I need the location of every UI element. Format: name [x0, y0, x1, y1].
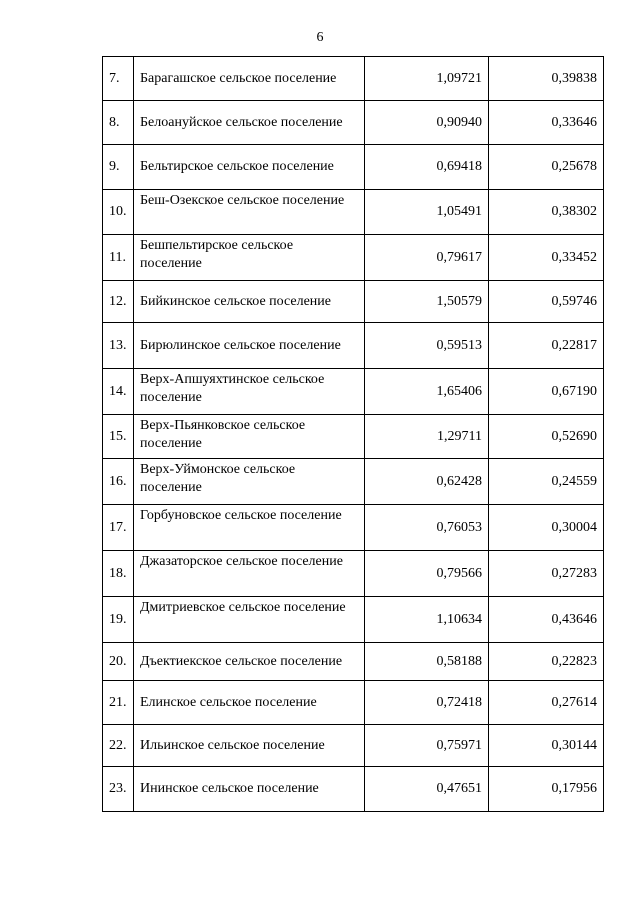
- row-number: 9.: [103, 145, 134, 190]
- value-2: 0,52690: [489, 415, 604, 459]
- value-1: 1,05491: [365, 190, 489, 235]
- value-2: 0,17956: [489, 767, 604, 812]
- row-number: 19.: [103, 597, 134, 643]
- value-1: 0,58188: [365, 643, 489, 681]
- settlement-name: Ильинское сельское поселение: [134, 725, 365, 767]
- settlement-name: Беш-Озекское сельское поселение: [134, 190, 365, 235]
- value-2: 0,67190: [489, 369, 604, 415]
- value-2: 0,22823: [489, 643, 604, 681]
- table-row: [103, 235, 604, 281]
- settlement-name: Бешпельтирское сельское поселение: [134, 235, 365, 281]
- settlement-name: Горбуновское сельское поселение: [134, 505, 365, 551]
- value-1: 1,09721: [365, 57, 489, 101]
- value-2: 0,33452: [489, 235, 604, 281]
- settlement-name: Джазаторское сельское поселение: [134, 551, 365, 597]
- value-1: 0,72418: [365, 681, 489, 725]
- row-number: 11.: [103, 235, 134, 281]
- settlement-name: Бирюлинское сельское поселение: [134, 323, 365, 369]
- table-row: [103, 643, 604, 681]
- settlement-name: Верх-Апшуяхтинское сельское поселение: [134, 369, 365, 415]
- table-row: [103, 551, 604, 597]
- value-1: 1,50579: [365, 281, 489, 323]
- value-1: 0,47651: [365, 767, 489, 812]
- table-row: [103, 369, 604, 415]
- row-number: 17.: [103, 505, 134, 551]
- row-number: 23.: [103, 767, 134, 812]
- table-row: [103, 725, 604, 767]
- value-2: 0,25678: [489, 145, 604, 190]
- row-number: 18.: [103, 551, 134, 597]
- settlement-name: Белоануйское сельское поселение: [134, 101, 365, 145]
- value-2: 0,30004: [489, 505, 604, 551]
- value-2: 0,24559: [489, 459, 604, 505]
- row-number: 10.: [103, 190, 134, 235]
- settlement-name: Верх-Пьянковское сельское поселение: [134, 415, 365, 459]
- row-number: 15.: [103, 415, 134, 459]
- value-1: 0,75971: [365, 725, 489, 767]
- row-number: 8.: [103, 101, 134, 145]
- row-number: 16.: [103, 459, 134, 505]
- value-1: 0,76053: [365, 505, 489, 551]
- table-row: [103, 681, 604, 725]
- table-row: [103, 597, 604, 643]
- value-1: 1,10634: [365, 597, 489, 643]
- row-number: 22.: [103, 725, 134, 767]
- row-number: 21.: [103, 681, 134, 725]
- table-row: [103, 57, 604, 101]
- value-1: 1,29711: [365, 415, 489, 459]
- value-2: 0,27283: [489, 551, 604, 597]
- settlement-name: Барагашское сельское поселение: [134, 57, 365, 101]
- row-number: 13.: [103, 323, 134, 369]
- table-row: [103, 323, 604, 369]
- value-1: 0,69418: [365, 145, 489, 190]
- row-number: 14.: [103, 369, 134, 415]
- settlements-table: [102, 56, 604, 812]
- table-body: [103, 57, 604, 812]
- table-row: [103, 415, 604, 459]
- row-number: 12.: [103, 281, 134, 323]
- value-2: 0,22817: [489, 323, 604, 369]
- settlement-name: Дмитриевское сельское поселение: [134, 597, 365, 643]
- table-row: [103, 505, 604, 551]
- table-row: [103, 101, 604, 145]
- value-2: 0,27614: [489, 681, 604, 725]
- value-1: 0,79617: [365, 235, 489, 281]
- value-2: 0,38302: [489, 190, 604, 235]
- settlement-name: Дъектиекское сельское поселение: [134, 643, 365, 681]
- settlement-name: Бельтирское сельское поселение: [134, 145, 365, 190]
- value-2: 0,43646: [489, 597, 604, 643]
- row-number: 7.: [103, 57, 134, 101]
- settlement-name: Елинское сельское поселение: [134, 681, 365, 725]
- value-1: 1,65406: [365, 369, 489, 415]
- table-row: [103, 145, 604, 190]
- page-number: 6: [316, 30, 324, 45]
- settlement-name: Верх-Уймонское сельское поселение: [134, 459, 365, 505]
- settlement-name: Бийкинское сельское поселение: [134, 281, 365, 323]
- row-number: 20.: [103, 643, 134, 681]
- value-2: 0,30144: [489, 725, 604, 767]
- table-row: [103, 767, 604, 812]
- table-row: [103, 190, 604, 235]
- value-2: 0,39838: [489, 57, 604, 101]
- settlement-name: Ининское сельское поселение: [134, 767, 365, 812]
- table-row: [103, 281, 604, 323]
- table-row: [103, 459, 604, 505]
- value-2: 0,59746: [489, 281, 604, 323]
- value-1: 0,62428: [365, 459, 489, 505]
- value-2: 0,33646: [489, 101, 604, 145]
- value-1: 0,90940: [365, 101, 489, 145]
- value-1: 0,59513: [365, 323, 489, 369]
- value-1: 0,79566: [365, 551, 489, 597]
